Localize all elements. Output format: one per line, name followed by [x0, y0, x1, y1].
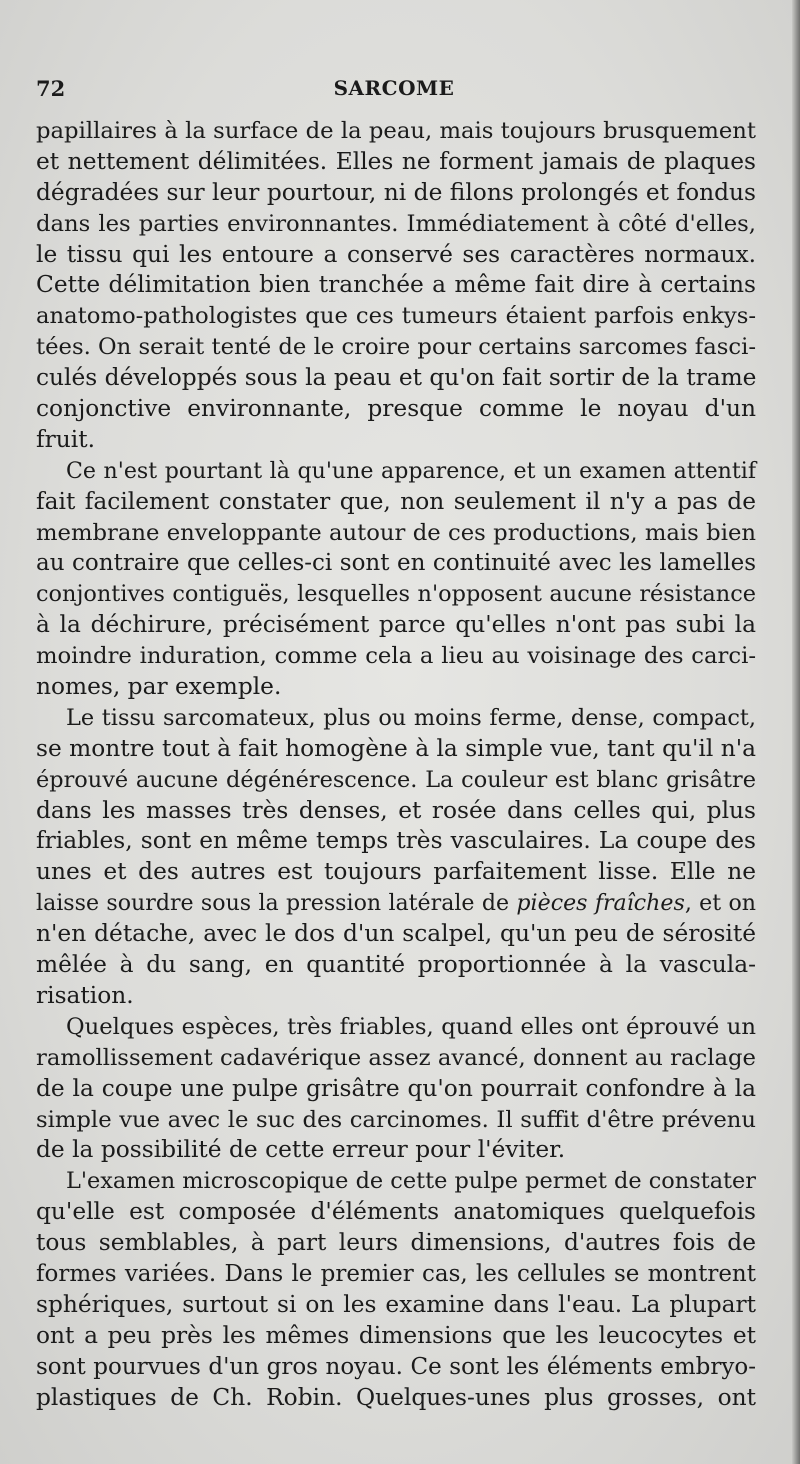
text-line: papillaires à la surface de la peau, mais toujours brusquement	[36, 118, 756, 144]
text-line: ont a peu près les mêmes dimensions que les leucocytes et	[36, 1321, 756, 1349]
running-head: SARCOME	[333, 76, 455, 100]
text-line: culés développés sous la peau et qu'on fait sortir de la trame	[36, 364, 757, 392]
text-line: se montre tout à fait homogène à la simple vue, tant qu'il n'a	[36, 734, 756, 762]
text-line: de la coupe une pulpe grisâtre qu'on pourrait confondre à la	[36, 1074, 756, 1102]
text-line: Ce n'est pourtant là qu'une apparence, et un examen attentif	[66, 457, 756, 484]
text-line: nomes, par exemple.	[36, 673, 282, 701]
text-line: ramollissement cadavérique assez avancé, donnent au raclage	[36, 1044, 756, 1071]
text-line: le tissu qui les entoure a conservé ses caractères normaux.	[36, 240, 756, 268]
text-line: fruit.	[36, 425, 95, 453]
text-line: sphériques, surtout si on les examine dans l'eau. La plupart	[36, 1290, 756, 1318]
page-number: 72	[36, 76, 66, 101]
page-edge-shadow	[792, 0, 800, 1464]
text-line: Le tissu sarcomateux, plus ou moins ferme, dense, compact,	[66, 704, 756, 731]
text-line: et nettement délimitées. Elles ne forment jamais de plaques	[36, 147, 756, 175]
text-line: conjonctive environnante, presque comme le noyau d'un	[36, 395, 756, 423]
text-line: formes variées. Dans le premier cas, les cellules se montrent	[36, 1260, 756, 1287]
text-line: membrane enveloppante autour de ces productions, mais bien	[36, 519, 756, 546]
text-line: au contraire que celles-ci sont en continuité avec les lamelles	[36, 550, 756, 577]
page-header	[36, 76, 752, 112]
text-segment: , et on	[684, 890, 756, 917]
text-line: simple vue avec le suc des carcinomes. Il suffit d'être prévenu	[36, 1106, 756, 1133]
text-line: mêlée à du sang, en quantité proportionnée à la vascula-	[36, 951, 756, 979]
text-line: n'en détache, avec le dos d'un scalpel, qu'un peu de sérosité	[36, 920, 756, 948]
text-line: risation.	[36, 981, 134, 1009]
text-line: éprouvé aucune dégénérescence. La couleur est blanc grisâtre	[36, 766, 756, 793]
text-line: conjontives contiguës, lesquelles n'opposent aucune résistance	[36, 581, 756, 608]
text-line: Quelques espèces, très friables, quand elles ont éprouvé un	[66, 1013, 756, 1040]
italic-phrase: pièces fraîches	[516, 890, 685, 917]
text-line: dans les masses très denses, et rosée dans celles qui, plus	[36, 796, 756, 824]
text-line: de la possibilité de cette erreur pour l'éviter.	[36, 1136, 566, 1164]
text-line: tées. On serait tenté de le croire pour certains sarcomes fasci-	[36, 334, 756, 361]
text-line: à la déchirure, précisément parce qu'elles n'ont pas subi la	[36, 611, 756, 639]
text-line: moindre induration, comme cela a lieu au voisinage des carci-	[36, 643, 756, 670]
text-line	[36, 888, 756, 919]
text-line: Cette délimitation bien tranchée a même fait dire à certains	[36, 271, 756, 299]
text-line: tous semblables, à part leurs dimensions, d'autres fois de	[36, 1229, 756, 1257]
text-line: unes et des autres est toujours parfaitement lisse. Elle ne	[36, 858, 756, 886]
text-line: qu'elle est composée d'éléments anatomiques quelquefois	[36, 1198, 756, 1226]
text-segment: laisse sourdre sous la pression latérale de	[36, 890, 517, 917]
text-line: sont pourvues d'un gros noyau. Ce sont les éléments embryo-	[36, 1353, 756, 1380]
text-line: fait facilement constater que, non seulement il n'y a pas de	[36, 487, 756, 515]
text-line: dans les parties environnantes. Immédiatement à côté d'elles,	[36, 210, 756, 237]
text-line: L'examen microscopique de cette pulpe permet de constater	[66, 1168, 756, 1195]
text-line: friables, sont en même temps très vasculaires. La coupe des	[36, 827, 756, 855]
text-line: plastiques de Ch. Robin. Quelques-unes plus grosses, ont	[36, 1383, 756, 1411]
body-text	[36, 116, 756, 1413]
text-line: dégradées sur leur pourtour, ni de filons prolongés et fondus	[36, 178, 756, 206]
text-line: anatomo-pathologistes que ces tumeurs étaient parfois enkys-	[36, 303, 756, 330]
